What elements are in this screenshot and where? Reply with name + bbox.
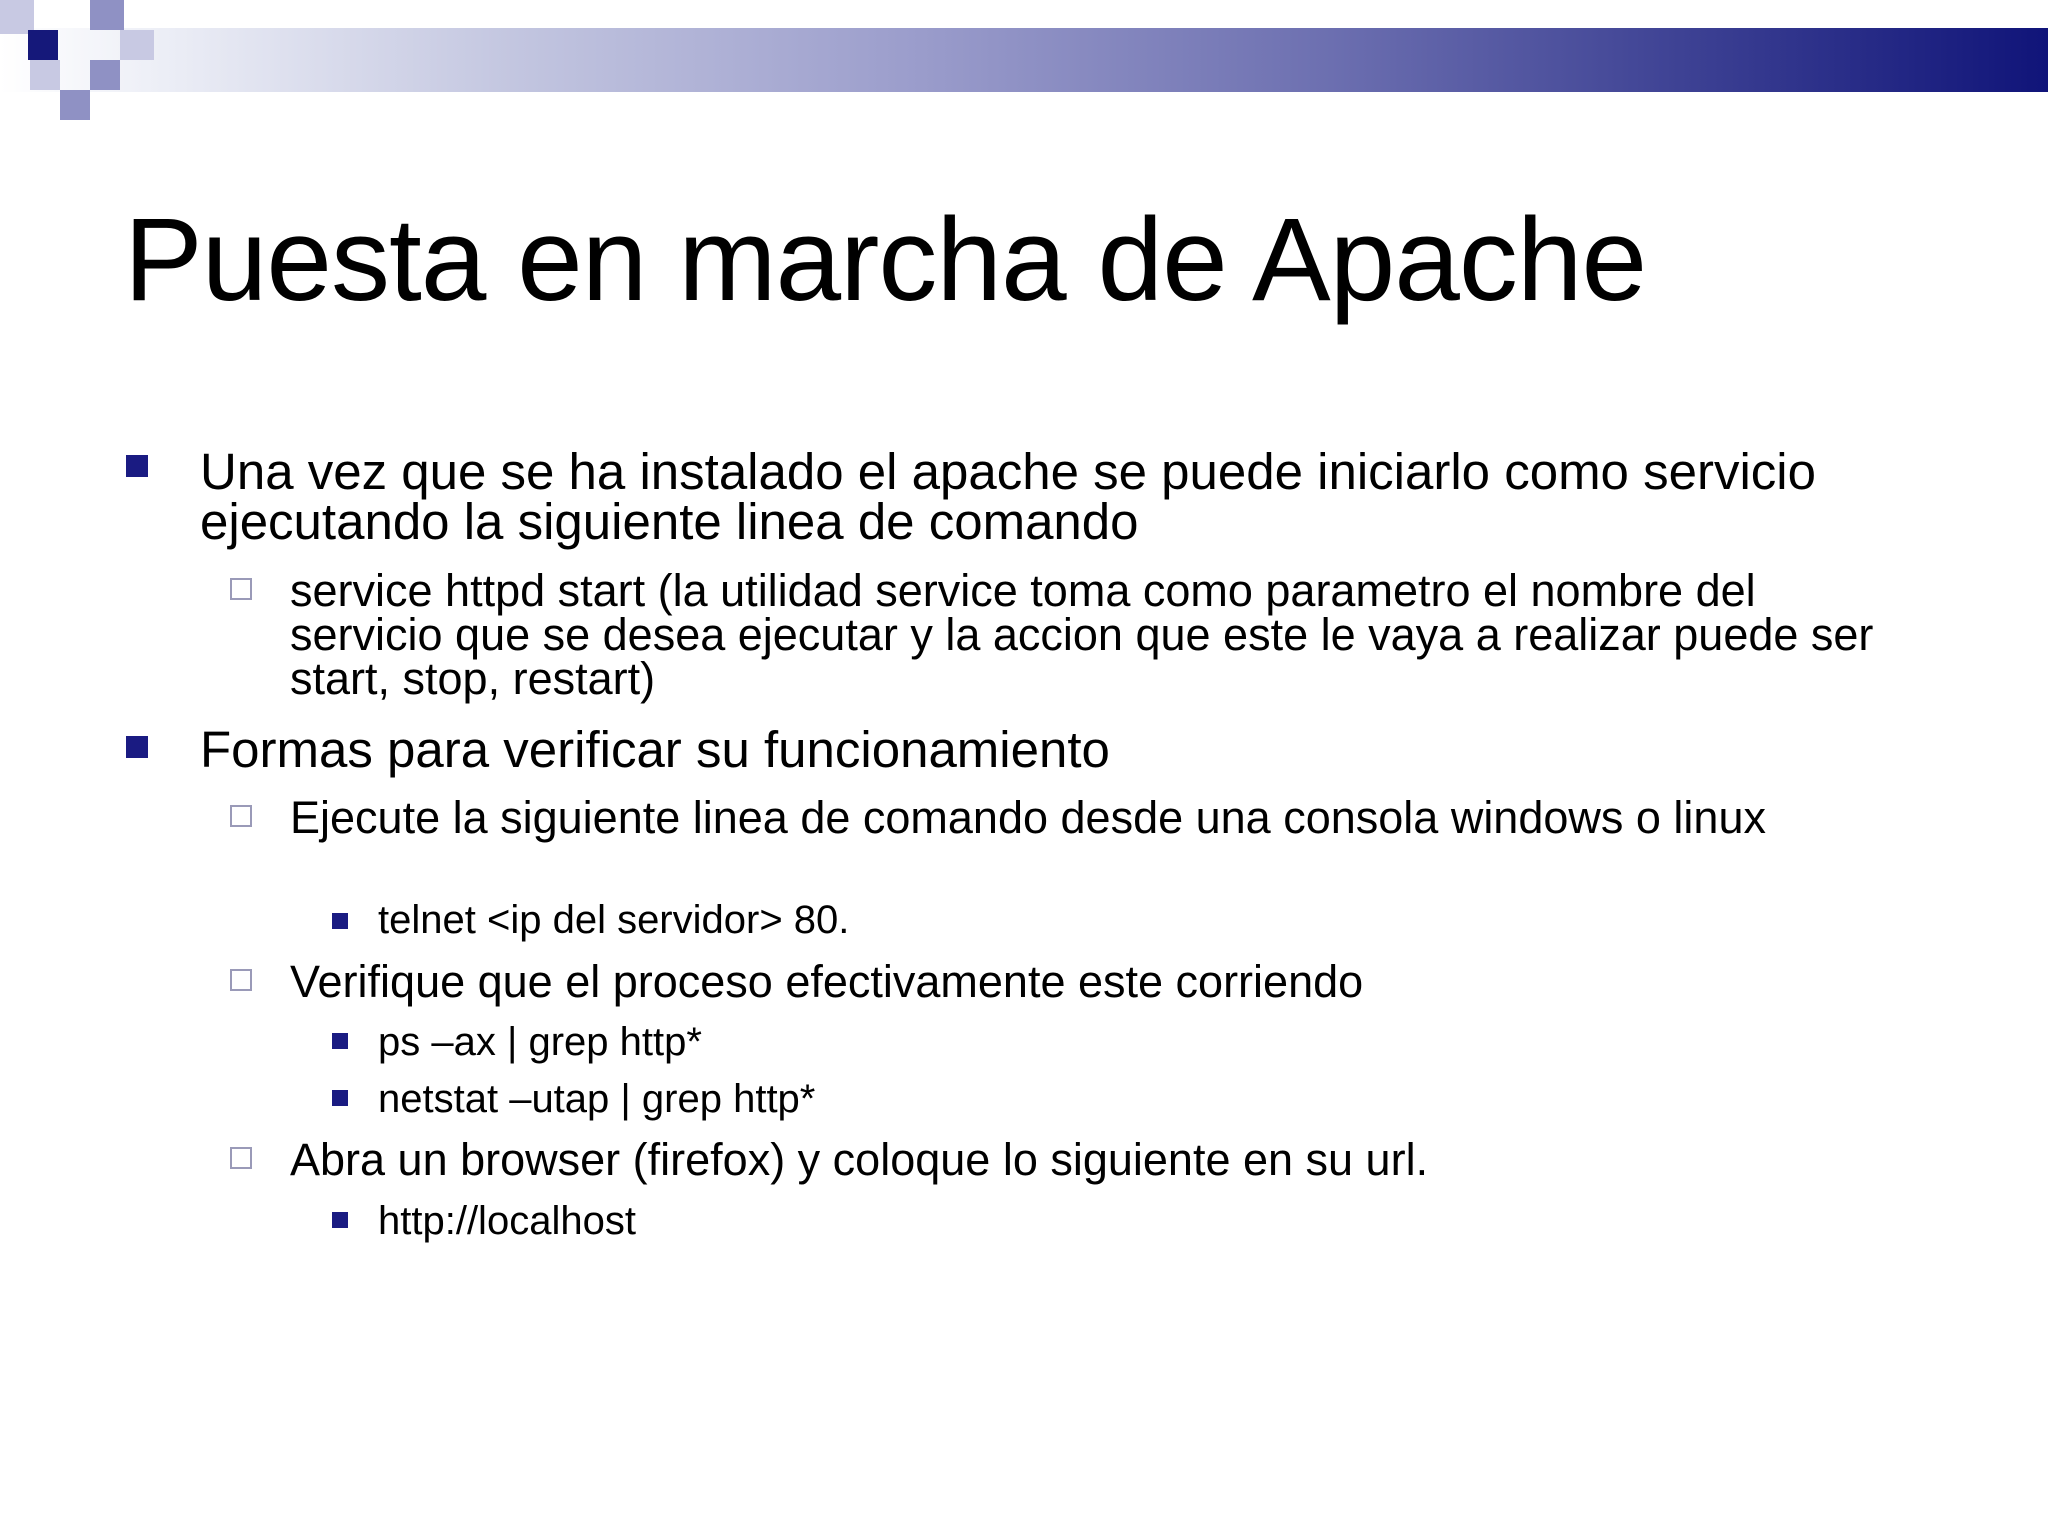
sub-bullet-item: Ejecute la siguiente linea de comando desde una consola windows o linux — [290, 792, 1766, 843]
logo-square — [90, 0, 124, 30]
filled-square-bullet-icon — [126, 455, 148, 477]
filled-square-bullet-icon — [332, 1090, 348, 1106]
bullet-item: Una vez que se ha instalado el apache se puede iniciarlo como servicio ejecutando la siguiente linea de comando — [200, 443, 1816, 550]
sub-sub-bullet-item: http://localhost — [378, 1199, 636, 1243]
filled-square-bullet-icon — [126, 736, 148, 758]
logo-square — [0, 0, 34, 34]
logo-square — [28, 30, 58, 60]
sub-sub-bullet-item: ps –ax | grep http* — [378, 1020, 702, 1064]
hollow-square-bullet-icon — [230, 578, 252, 600]
filled-square-bullet-icon — [332, 1212, 348, 1228]
hollow-square-bullet-icon — [230, 805, 252, 827]
sub-sub-bullet-item: netstat –utap | grep http* — [378, 1077, 816, 1121]
sub-bullet-item: Abra un browser (firefox) y coloque lo siguiente en su url. — [290, 1134, 1429, 1185]
logo-square — [30, 60, 60, 90]
logo-square — [90, 60, 120, 90]
sub-bullet-item: service httpd start (la utilidad service toma como parametro el nombre del servicio que se desea ejecutar y la accion que este le vaya a realizar puede ser start, stop, restart) — [290, 565, 1874, 704]
hollow-square-bullet-icon — [230, 1147, 252, 1169]
logo-square — [60, 90, 90, 120]
slide-title: Puesta en marcha de Apache — [124, 194, 1647, 326]
filled-square-bullet-icon — [332, 913, 348, 929]
filled-square-bullet-icon — [332, 1033, 348, 1049]
sub-sub-bullet-item: telnet <ip del servidor> 80. — [378, 898, 850, 942]
sub-bullet-item: Verifique que el proceso efectivamente este corriendo — [290, 956, 1364, 1007]
hollow-square-bullet-icon — [230, 969, 252, 991]
header-gradient-bar — [0, 28, 2048, 92]
logo-square — [120, 30, 154, 60]
bullet-item: Formas para verificar su funcionamiento — [200, 721, 1110, 778]
